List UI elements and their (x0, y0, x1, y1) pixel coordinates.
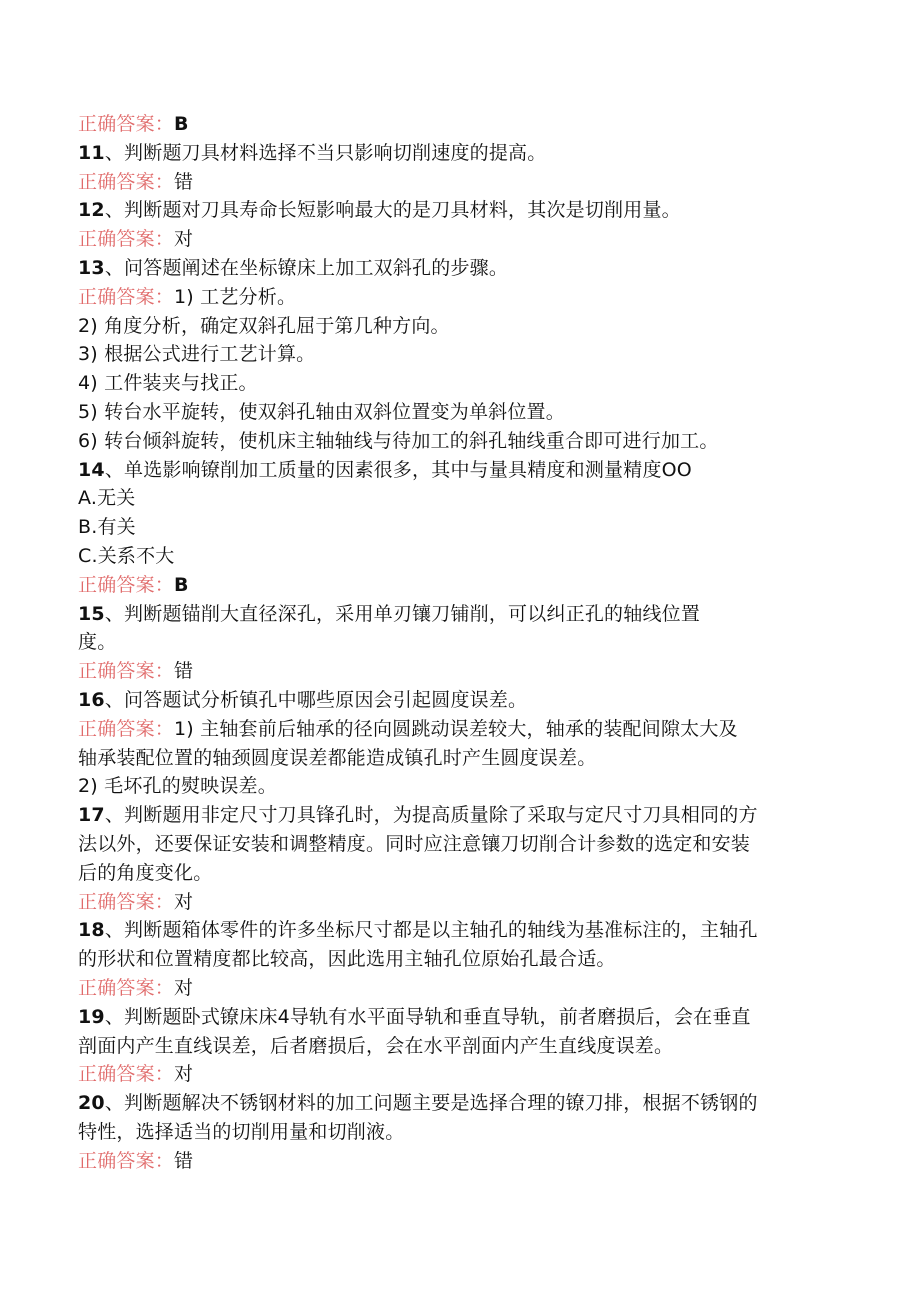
body-line: 2) 角度分析，确定双斜孔屈于第几种方向。 (78, 314, 450, 337)
document-body (78, 110, 858, 1175)
answer-value: 对 (174, 1063, 194, 1086)
body-line: 法以外，还要保证安装和调整精度。同时应注意镶刀切削合计参数的选定和安装 (78, 832, 751, 855)
answer-label: 正确答案： (78, 113, 175, 135)
answer-value: 对 (174, 228, 194, 251)
question-text: 、判断题箱体零件的许多坐标尺寸都是以主轴孔的轴线为基准标注的，主轴孔 (104, 919, 758, 942)
question-number: 12 (78, 199, 105, 222)
body-line: 5) 转台水平旋转，使双斜孔轴由双斜位置变为单斜位置。 (78, 400, 565, 423)
question-line (78, 1089, 858, 1118)
answer-line (78, 225, 858, 254)
answer-label: 正确答案： (78, 170, 175, 193)
answer-line (78, 110, 858, 139)
body-line: 3) 根据公式进行工艺计算。 (78, 343, 316, 366)
answer-line (78, 168, 858, 197)
answer-label: 正确答案： (78, 228, 175, 251)
body-line: 4) 工件装夹与找正。 (78, 372, 258, 395)
answer-value: 1) 工艺分析。 (174, 285, 297, 308)
answer-label: 正确答案： (78, 976, 175, 999)
question-line (78, 600, 858, 629)
question-text: 、判断题用非定尺寸刀具锋孔时，为提高质量除了采取与定尺寸刀具相同的方 (104, 804, 758, 827)
answer-label: 正确答案： (78, 1063, 175, 1086)
answer-value: B (174, 113, 189, 135)
question-text: 、判断题对刀具寿命长短影响最大的是刀具材料，其次是切削用量。 (104, 199, 681, 222)
answer-value: 错 (174, 1149, 194, 1172)
answer-line (78, 1060, 858, 1089)
answer-label: 正确答案： (78, 285, 175, 308)
question-text: 、判断题刀具材料选择不当只影响切削速度的提高。 (104, 141, 547, 164)
answer-line (78, 974, 858, 1003)
body-line: 剖面内产生直线误差，后者磨损后，会在水平剖面内产生直线度误差。 (78, 1034, 674, 1057)
answer-value: 错 (174, 170, 194, 193)
question-number: 13 (78, 256, 105, 279)
body-line: 6) 转台倾斜旋转，使机床主轴轴线与待加工的斜孔轴线重合即可进行加工。 (78, 429, 719, 452)
question-line (78, 1003, 858, 1032)
answer-line (78, 888, 858, 917)
answer-label: 正确答案： (78, 573, 175, 596)
answer-value: 对 (174, 976, 194, 999)
question-line (78, 801, 858, 830)
question-text: 、判断题锚削大直径深孔，采用单刃镶刀铺削，可以纠正孔的轴线位置 (104, 602, 701, 625)
body-line: 度。 (78, 631, 117, 654)
question-text: 、单选影响镣削加工质量的因素很多，其中与量具精度和测量精度OO (104, 458, 692, 481)
question-number: 18 (78, 919, 105, 942)
option-line: C.关系不大 (78, 544, 175, 567)
question-number: 14 (78, 458, 105, 481)
answer-line (78, 283, 858, 312)
question-number: 11 (78, 141, 105, 164)
body-line: 2) 毛坏孔的熨映误差。 (78, 775, 277, 798)
answer-line (78, 657, 858, 686)
question-line (78, 139, 858, 168)
answer-line (78, 1147, 858, 1176)
answer-value: 对 (174, 890, 194, 913)
question-text: 、判断题解决不锈钢材料的加工问题主要是选择合理的镣刀排，根据不锈钢的 (104, 1092, 758, 1115)
answer-label: 正确答案： (78, 717, 175, 740)
question-text: 、问答题阐述在坐标镣床上加工双斜孔的步骤。 (104, 256, 509, 279)
question-number: 19 (78, 1005, 105, 1028)
question-line (78, 254, 858, 283)
body-line: 后的角度变化。 (78, 861, 213, 884)
answer-label: 正确答案： (78, 890, 175, 913)
question-text: 、判断题卧式镣床床4导轨有水平面导轨和垂直导轨，前者磨损后，会在垂直 (104, 1005, 751, 1028)
question-line (78, 916, 858, 945)
answer-value: 1) 主轴套前后轴承的径向圆跳动误差较大，轴承的装配间隙太大及 (174, 717, 738, 740)
answer-value: 错 (174, 660, 194, 683)
answer-label: 正确答案： (78, 1149, 175, 1172)
question-number: 20 (78, 1092, 105, 1115)
body-line: 特性，选择适当的切削用量和切削液。 (78, 1120, 405, 1143)
question-number: 16 (78, 688, 105, 711)
question-line (78, 456, 858, 485)
answer-line (78, 571, 858, 600)
answer-label: 正确答案： (78, 660, 175, 683)
body-line: 轴承装配位置的轴颈圆度误差都能造成镇孔时产生圆度误差。 (78, 746, 597, 769)
answer-line (78, 715, 858, 744)
question-line (78, 686, 858, 715)
answer-value: B (174, 573, 189, 596)
question-line (78, 196, 858, 225)
body-line: 的形状和位置精度都比较高，因此选用主轴孔位原始孔最合适。 (78, 948, 616, 971)
question-text: 、问答题试分析镇孔中哪些原因会引起圆度误差。 (104, 688, 528, 711)
option-line: B.有关 (78, 516, 136, 539)
option-line: A.无关 (78, 487, 136, 510)
question-number: 15 (78, 602, 105, 625)
question-number: 17 (78, 804, 105, 827)
